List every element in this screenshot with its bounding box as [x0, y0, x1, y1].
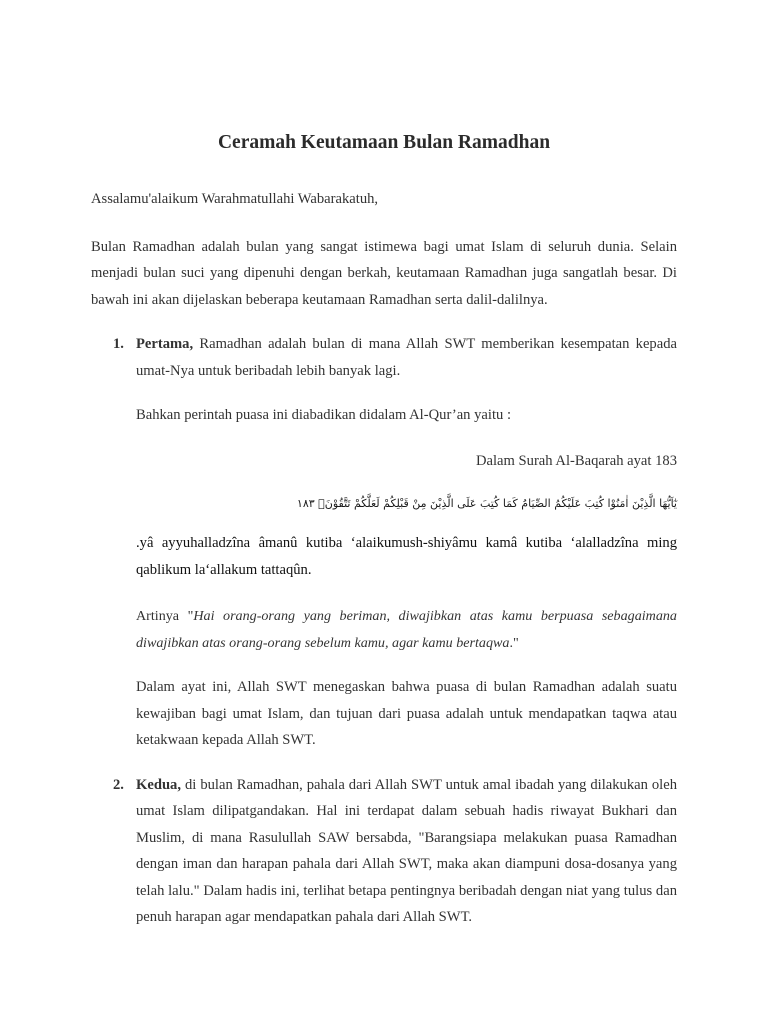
point-lead: Pertama, — [136, 336, 194, 352]
arabic-verse: يٰٓاَيُّهَا الَّذِيْنَ اٰمَنُوْا كُتِبَ عَلَيْكُمُ الصِّيَامُ كَمَا كُتِبَ عَلَى الَّذِيْنَ مِنْ قَبْلِكُمْ لَعَلَّكُمْ تَتَّقُوْنَۙ ١٨٣ — [296, 497, 677, 510]
surah-reference: Dalam Surah Al-Baqarah ayat 183 — [475, 452, 677, 469]
document-title: Ceramah Keutamaan Bulan Ramadhan — [217, 132, 551, 153]
command-paragraph: Bahkan perintah puasa ini diabadikan didalam Al-Qur’an yaitu : — [136, 407, 512, 423]
transliteration-paragraph: .yâ ayyuhalladzîna âmanû kutiba ‘alaikumush-shiyâmu kamâ kutiba ‘alalladzîna ming qablikum la‘allakum tattaqûn. — [136, 535, 677, 578]
point-paragraph — [136, 331, 677, 384]
translation-text: Hai orang-orang yang beriman, diwajibkan atas kamu berpuasa sebagaimana diwajibkan atas orang-orang sebelum kamu, agar kamu bertaqwa — [136, 608, 677, 651]
point-text: Ramadhan adalah bulan di mana Allah SWT memberikan kesempatan kepada umat-Nya untuk beribadah lebih banyak lagi. — [136, 336, 677, 379]
point-lead: Kedua, — [136, 776, 182, 793]
point-paragraph — [136, 772, 677, 931]
intro-paragraph: Bulan Ramadhan adalah bulan yang sangat istimewa bagi umat Islam di seluruh dunia. Selain menjadi bulan suci yang dipenuhi dengan berkah, keutamaan Ramadhan juga sangatlah besar. Di bawah ini akan dijelaskan beberapa keutamaan Ramadhan serta dalil-dalilnya. — [91, 238, 677, 308]
translation-suffix: ." — [509, 634, 519, 651]
list-number: 1. — [113, 336, 124, 352]
explanation-paragraph: Dalam ayat ini, Allah SWT menegaskan bahwa puasa di bulan Ramadhan adalah suatu kewajiban bagi umat Islam, dan tujuan dari puasa adalah untuk mendapatkan taqwa atau ketakwaan kepada Allah SWT. — [136, 679, 677, 748]
keutamaan-list — [91, 331, 677, 931]
list-number: 2. — [113, 776, 124, 793]
greeting-paragraph: Assalamu'alaikum Warahmatullahi Wabarakatuh, — [91, 191, 379, 207]
document-page — [91, 130, 677, 931]
list-item-second — [91, 772, 677, 931]
translation-paragraph — [136, 603, 677, 656]
point-text: di bulan Ramadhan, pahala dari Allah SWT untuk amal ibadah yang dilakukan oleh umat Islam dilipatgandakan. Hal ini terdapat dalam sebuah hadis riwayat Bukhari dan Muslim, di mana Rasulullah SAW bersabda, "Barangsiapa melakukan puasa Ramadhan dengan iman dan harapan pahala dari Allah SWT, maka akan diampuni dosa-dosanya yang telah lalu." Dalam hadis ini, terlihat betapa pentingnya beribadah dengan niat yang tulus dan penuh harapan agar mendapatkan pahala dari Allah SWT. — [136, 776, 677, 925]
list-item-first — [91, 331, 677, 754]
translation-prefix: Artinya " — [136, 608, 194, 624]
